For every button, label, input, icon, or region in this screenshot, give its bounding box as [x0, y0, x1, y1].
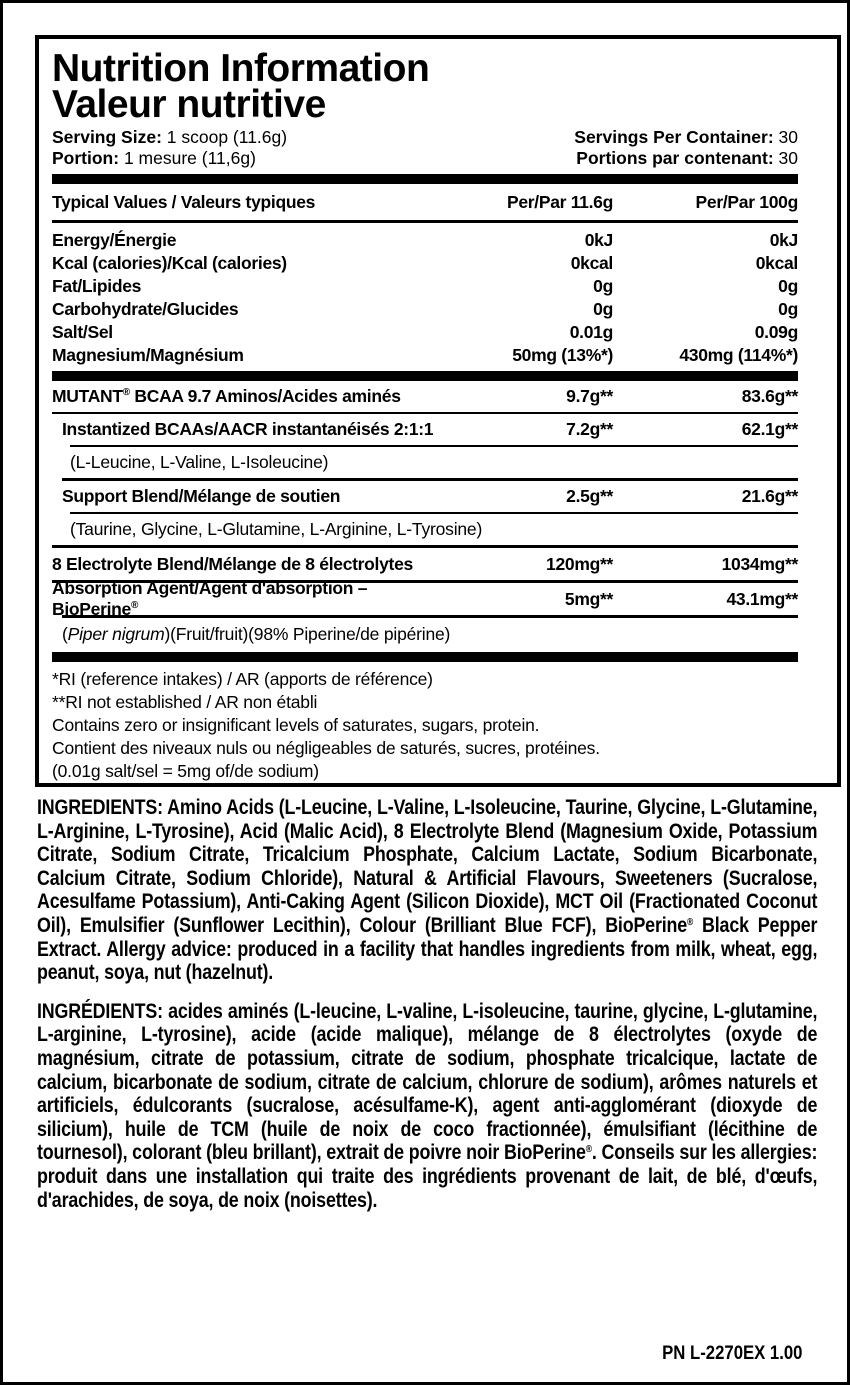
footnotes	[52, 668, 798, 783]
footnote: *RI (reference intakes) / AR (apports de référence)	[52, 669, 433, 689]
nutrient-row	[52, 229, 798, 252]
portion-label: Portion:	[52, 148, 120, 168]
absorption-row	[52, 578, 798, 619]
registered-mark: ®	[122, 387, 130, 398]
portions-label: Portions par contenant:	[576, 148, 774, 168]
mutant-row	[52, 381, 798, 412]
nutrient-per-serving: 50mg (13%*)	[512, 345, 613, 365]
title-fr: Valeur nutritive	[52, 83, 326, 126]
absorption-detail: (Piper nigrum)(Fruit/fruit)(98% Piperine/de pipérine)	[62, 624, 451, 644]
nutrient-per-serving: 0g	[593, 276, 613, 296]
header-per-100g: Per/Par 100g	[695, 191, 798, 212]
support-detail: (Taurine, Glycine, L-Glutamine, L-Arginine, L-Tyrosine)	[70, 519, 483, 539]
mutant-label-rest: BCAA 9.7 Aminos/Acides aminés	[129, 386, 401, 406]
servings-value: 30	[778, 127, 798, 147]
footnote: (0.01g salt/sel = 5mg of/de sodium)	[52, 761, 319, 781]
registered-mark: ®	[686, 916, 694, 928]
nutrient-per-serving: 0kJ	[584, 230, 613, 250]
nutrient-list	[52, 223, 798, 371]
servings-label: Servings Per Container:	[574, 127, 774, 147]
nutrient-label: Fat/Lipides	[52, 276, 142, 296]
nutrient-label: Energy/Énergie	[52, 230, 177, 250]
ingredients	[37, 796, 817, 1227]
header-label: Typical Values / Valeurs typiques	[52, 191, 316, 212]
mutant-label: MUTANT	[52, 386, 123, 406]
portion-value: 1 mesure (11,6g)	[123, 148, 256, 168]
nutrition-panel	[35, 35, 841, 787]
nutrient-per-serving: 0kcal	[570, 253, 613, 273]
ingredients-fr-text: INGRÉDIENTS: acides aminés (L-leucine, L-valine, L-isoleucine, taurine, glycine, L-glutamine, L-arginine, L-tyrosine), acide (acide malique), mélange de 8 électrolytes (oxyde de magnésium, citrate de potassium, citrate de sodium, phosphate tricalcique, lactate de calcium, bicarbonate de sodium, citrate de calcium, chlorure de sodium), arômes naturels et artificiels, édulcorants (sucralose, acésulfame-K), agent anti-agglomérant (dioxyde de silicium), huile de TCM (huile de noix de coco fractionnée), émulsifiant (lécithine de tournesol), colorant (bleu brillant), extrait de poivre noir BioPerine	[37, 999, 818, 1165]
serving-size-label: Serving Size:	[52, 127, 162, 147]
bcaa-detail: (L-Leucine, L-Valine, L-Isoleucine)	[70, 452, 329, 472]
mutant-per-serving: 9.7g**	[566, 386, 613, 406]
absorption-per-100g: 43.1mg**	[726, 588, 798, 609]
nutrient-label: Magnesium/Magnésium	[52, 345, 244, 365]
footnote: Contains zero or insignificant levels of saturates, sugars, protein.	[52, 715, 540, 735]
ingredients-en	[37, 796, 817, 985]
electrolyte-per-serving: 120mg**	[546, 553, 613, 574]
electrolyte-label: 8 Electrolyte Blend/Mélange de 8 électrolytes	[52, 553, 413, 574]
nutrient-per-100g: 0kcal	[755, 253, 798, 273]
nutrient-label: Salt/Sel	[52, 322, 113, 342]
ingredients-fr-text-rest: . Conseils sur les allergies: produit dans une installation qui traite des ingrédients provenant de lait, de blé, d'œufs, d'arachides, de soya, de noix (noisettes).	[37, 1141, 818, 1212]
absorption-label: Absorption Agent/Agent d'absorption – BioPerine	[52, 578, 368, 619]
support-per-serving: 2.5g**	[566, 486, 613, 506]
footnote: Contient des niveaux nuls ou négligeables de saturés, sucres, protéines.	[52, 738, 600, 758]
electrolyte-row	[52, 548, 798, 580]
ingredients-en-text: INGREDIENTS: Amino Acids (L-Leucine, L-Valine, L-Isoleucine, Taurine, Glycine, L-Glutamine, L-Arginine, L-Tyrosine), Acid (Malic Acid), 8 Electrolyte Blend (Magnesium Oxide, Potassium Citrate, Sodium Citrate, Tricalcium Phosphate, Calcium Lactate, Sodium Bicarbonate, Calcium Citrate, Sodium Chloride), Natural & Artificial Flavours, Sweeteners (Sucralose, Acesulfame Potassium), Anti-Caking Agent (Silicon Dioxide), MCT Oil (Fractionated Coconut Oil), Emulsifier (Sunflower Lecithin), Colour (Brilliant Blue FCF), BioPerine	[37, 796, 818, 937]
nutrient-per-serving: 0g	[593, 299, 613, 319]
part-number: PN L-2270EX 1.00	[661, 1343, 802, 1364]
serving-size-value: 1 scoop (11.6g)	[166, 127, 288, 147]
nutrient-row	[52, 321, 798, 344]
nutrient-per-100g: 0g	[778, 276, 798, 296]
header-per-serving: Per/Par 11.6g	[506, 191, 613, 212]
nutrient-row	[52, 344, 798, 367]
support-row	[52, 481, 798, 512]
bcaa-label: Instantized BCAAs/AACR instantanéisés 2:1:1	[62, 419, 434, 439]
absorption-per-serving: 5mg**	[564, 588, 613, 609]
nutrient-row	[52, 252, 798, 275]
registered-mark: ®	[585, 1144, 592, 1156]
electrolyte-per-100g: 1034mg**	[721, 553, 798, 574]
nutrient-per-100g: 430mg (114%*)	[679, 345, 798, 365]
serving-row-fr	[52, 148, 798, 169]
nutrient-per-serving: 0.01g	[569, 322, 613, 342]
ingredients-en-text-rest: Black Pepper Extract. Allergy advice: produced in a facility that handles ingredients from milk, wheat, egg, peanut, soya, nut (hazelnut).	[37, 913, 818, 985]
nutrient-per-100g: 0kJ	[769, 230, 798, 250]
divider-thick	[52, 174, 798, 184]
nutrient-label: Carbohydrate/Glucides	[52, 299, 239, 319]
nutrient-row	[52, 275, 798, 298]
ingredients-fr	[37, 1000, 817, 1212]
support-per-100g: 21.6g**	[741, 486, 798, 506]
bcaa-row	[52, 414, 798, 445]
serving-row-en	[52, 127, 798, 148]
registered-mark: ®	[131, 600, 139, 611]
bcaa-per-100g: 62.1g**	[741, 419, 798, 439]
footnote: **RI not established / AR non établi	[52, 692, 318, 712]
title-en: Nutrition Information	[52, 47, 430, 90]
nutrient-label: Kcal (calories)/Kcal (calories)	[52, 253, 287, 273]
portions-value: 30	[778, 148, 798, 168]
nutrient-row	[52, 298, 798, 321]
mutant-per-100g: 83.6g**	[741, 386, 798, 406]
support-label: Support Blend/Mélange de soutien	[62, 486, 341, 506]
absorption-detail-rest: )(Fruit/fruit)(98% Piperine/de pipérine)	[164, 624, 451, 644]
table-header	[52, 184, 798, 220]
divider-thick	[52, 652, 798, 662]
nutrient-per-100g: 0.09g	[754, 322, 798, 342]
divider-thick	[52, 371, 798, 381]
bcaa-per-serving: 7.2g**	[566, 419, 613, 439]
nutrient-per-100g: 0g	[778, 299, 798, 319]
absorption-detail-italic: Piper nigrum	[67, 624, 165, 644]
